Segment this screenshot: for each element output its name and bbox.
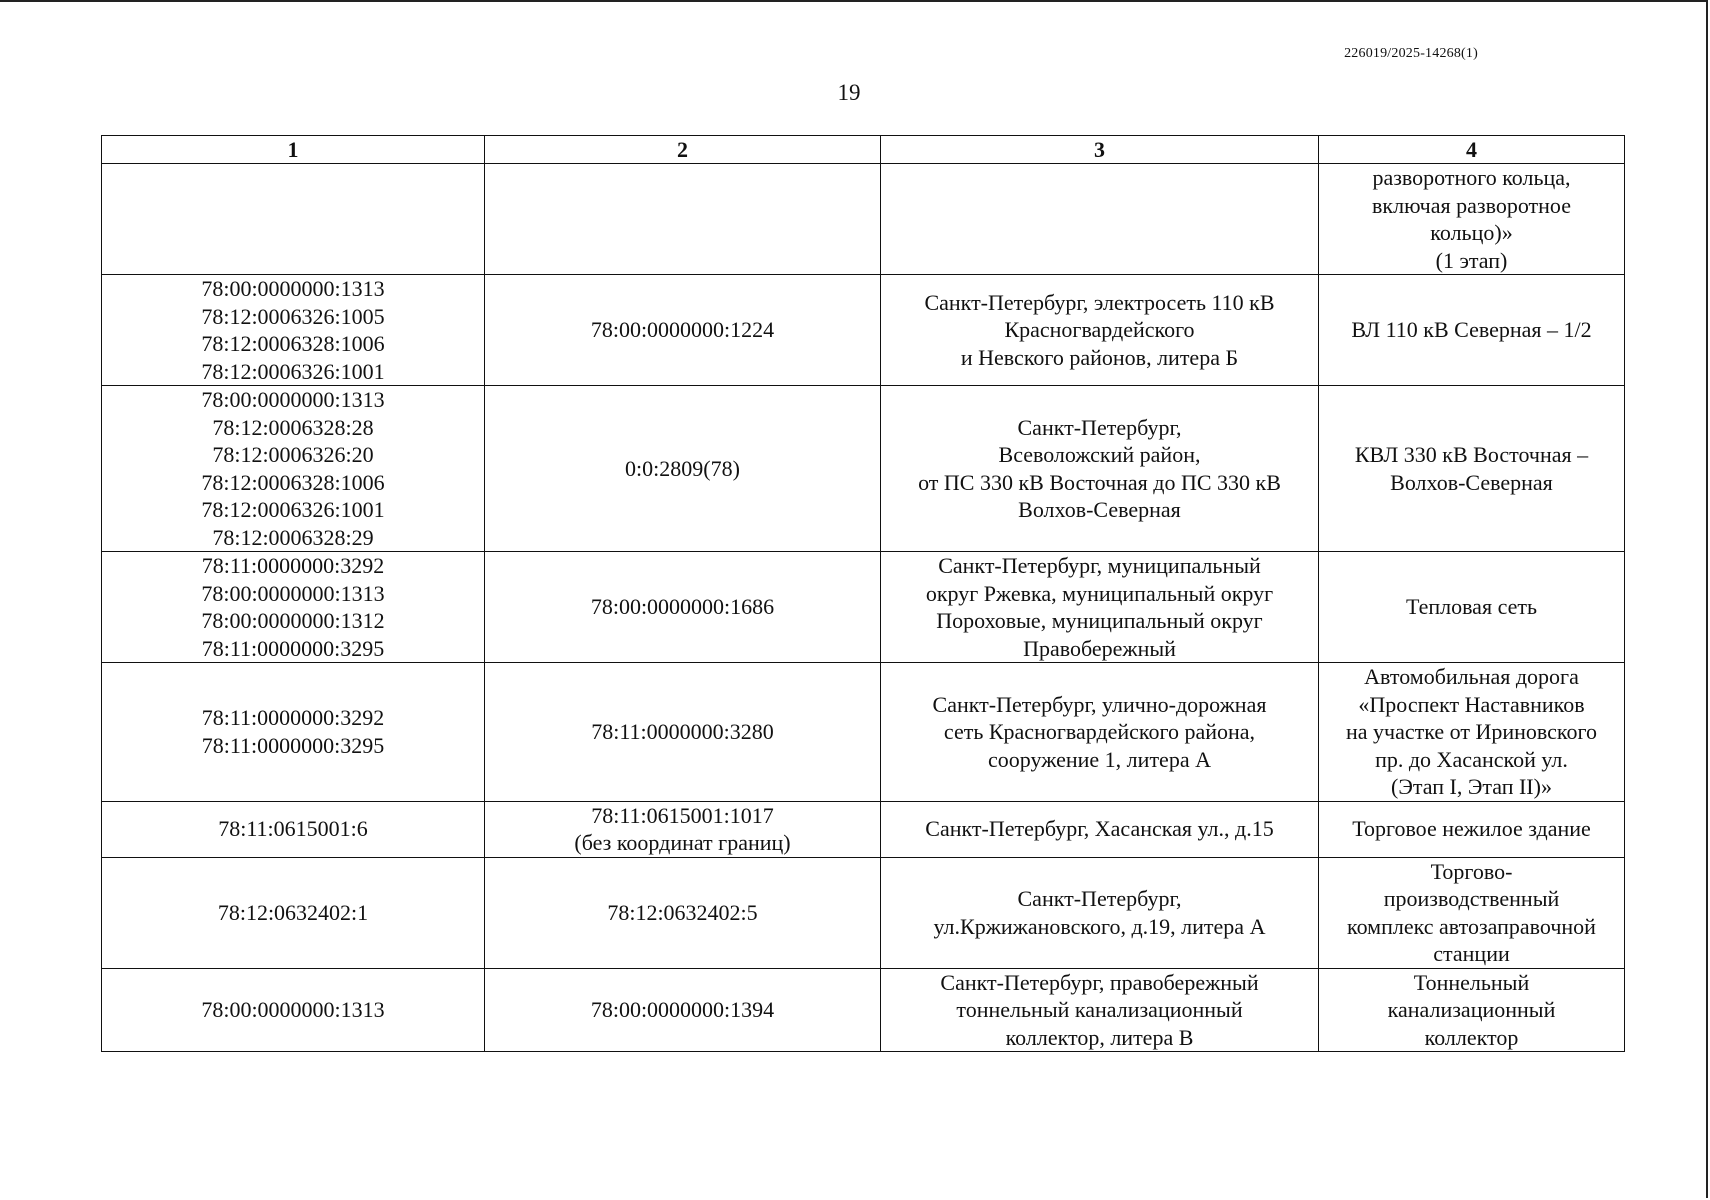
cell-line: станции (1433, 941, 1510, 966)
cell-line: 78:12:0006328:28 (212, 414, 374, 440)
cell-line: 78:00:0000000:1312 (201, 608, 385, 633)
cell-line: Торговое нежилое здание (1352, 816, 1591, 842)
cell-line: 78:11:0000000:3295 (201, 635, 385, 661)
table-cell-col4 (1319, 801, 1625, 857)
cell-line: Правобережный (1023, 635, 1176, 661)
table-cell-col2 (485, 857, 881, 968)
table-cell-col4 (1319, 275, 1625, 386)
cell-line: 78:12:0632402:1 (217, 899, 369, 925)
cell-line: комплекс автозаправочной (1347, 913, 1596, 939)
cell-line: (без координат границ) (574, 830, 791, 855)
table-row (102, 801, 1625, 857)
table-cell-col2 (485, 164, 881, 275)
table-cell-col4 (1319, 164, 1625, 275)
table-cell-col2 (485, 275, 881, 386)
table-cell-col2 (485, 552, 881, 663)
table-cell-col1 (102, 386, 485, 552)
table-cell-col3 (881, 275, 1319, 386)
cell-line: 78:11:0615001:1017 (591, 802, 774, 828)
table-cell-col2 (485, 663, 881, 802)
column-header-4: 4 (1319, 136, 1625, 164)
cell-line: канализационный (1387, 997, 1556, 1022)
cell-line: 78:12:0006328:1006 (201, 469, 385, 495)
cell-line: Санкт-Петербург, (1017, 414, 1182, 440)
cell-line: Тепловая сеть (1405, 594, 1538, 620)
cell-line: Санкт-Петербург, электросеть 110 кВ (924, 289, 1275, 315)
cell-line: 78:00:0000000:1313 (201, 276, 385, 301)
cell-line: разворотного кольца, (1372, 165, 1571, 190)
table-cell-col2 (485, 801, 881, 857)
column-header-1: 1 (102, 136, 485, 164)
cell-line: включая разворотное (1372, 192, 1571, 218)
table-cell-col2 (485, 386, 881, 552)
page-number: 19 (837, 80, 861, 105)
cell-line: коллектор (1424, 1024, 1519, 1050)
cell-line: Санкт-Петербург, улично-дорожная (932, 691, 1267, 717)
cell-line: 78:11:0615001:6 (218, 816, 368, 842)
table-cell-col4 (1319, 968, 1625, 1052)
table-row (102, 663, 1625, 802)
table-cell-col3 (881, 552, 1319, 663)
cell-line: сооружение 1, литера А (988, 746, 1211, 772)
cell-line: на участке от Ириновского (1346, 719, 1597, 744)
cell-line: Пороховые, муниципальный округ (936, 608, 1263, 633)
table-cell-col4 (1319, 552, 1625, 663)
cell-line: Санкт-Петербург, правобережный (940, 969, 1259, 995)
table-cell-col4 (1319, 663, 1625, 802)
cell-line: 78:00:0000000:1313 (201, 387, 385, 412)
cell-line: пр. до Хасанской ул. (1375, 746, 1568, 772)
column-header-3: 3 (881, 136, 1319, 164)
cell-line: Всеволожский район, (998, 442, 1201, 467)
table-cell-col3 (881, 386, 1319, 552)
cell-line: Санкт-Петербург, (1017, 886, 1182, 911)
cell-line: 78:00:0000000:1313 (201, 580, 385, 606)
table-header-row (102, 136, 1625, 164)
document-number: 226019/2025-14268(1) (1344, 46, 1478, 61)
table-cell-col3 (881, 164, 1319, 275)
table-cell-col4 (1319, 386, 1625, 552)
cadastral-table (101, 135, 1625, 1052)
column-header-2: 2 (485, 136, 881, 164)
cell-line: Волхов-Северная (1390, 469, 1553, 495)
cell-line: 78:11:0000000:3280 (591, 719, 774, 744)
cell-line: Волхов-Северная (1018, 497, 1181, 522)
cell-line: и Невского районов, литера Б (960, 344, 1239, 370)
table-body (102, 164, 1625, 1052)
table-cell-col1 (102, 552, 485, 663)
table-row (102, 857, 1625, 968)
table-row (102, 968, 1625, 1052)
table-cell-col1 (102, 801, 485, 857)
cell-line: (1 этап) (1435, 247, 1508, 273)
cell-line: 0:0:2809(78) (625, 455, 740, 481)
cell-line: коллектор, литера В (1005, 1024, 1194, 1050)
table-cell-col1 (102, 164, 485, 275)
cell-line: 78:12:0006328:29 (212, 524, 374, 550)
cell-line: 78:00:0000000:1313 (201, 997, 385, 1022)
cell-line: 78:12:0006328:1006 (201, 331, 385, 356)
cell-line: 78:11:0000000:3292 (201, 553, 385, 578)
cell-line: тоннельный канализационный (956, 997, 1243, 1022)
table-cell-col2 (485, 968, 881, 1052)
cell-line: 78:00:0000000:1224 (590, 317, 775, 343)
table-row (102, 275, 1625, 386)
cell-line: Тоннельный (1413, 969, 1530, 995)
cell-line: Санкт-Петербург, Хасанская ул., д.15 (925, 816, 1274, 842)
cell-line: (Этап I, Этап II)» (1391, 774, 1552, 799)
table-cell-col1 (102, 275, 485, 386)
cell-line: Санкт-Петербург, муниципальный (938, 553, 1261, 578)
table-cell-col3 (881, 968, 1319, 1052)
cell-line: от ПС 330 кВ Восточная до ПС 330 кВ (918, 469, 1281, 495)
cell-line: производственный (1383, 886, 1560, 911)
cell-line: Торгово- (1430, 858, 1513, 884)
table-row (102, 386, 1625, 552)
cell-line: Автомобильная дорога (1364, 664, 1579, 689)
cell-line: Красногвардейского (1004, 317, 1195, 343)
table-row (102, 552, 1625, 663)
cell-line: 78:00:0000000:1686 (590, 594, 775, 620)
cell-line: 78:12:0006326:20 (212, 442, 374, 467)
table-cell-col3 (881, 663, 1319, 802)
cell-line: 78:00:0000000:1394 (590, 997, 775, 1022)
cell-line: округ Ржевка, муниципальный округ (925, 580, 1274, 606)
cell-line: 78:12:0006326:1005 (201, 303, 385, 329)
cell-line: сеть Красногвардейского района, (943, 719, 1256, 744)
table-cell-col3 (881, 801, 1319, 857)
cell-line: 78:12:0006326:1001 (201, 358, 385, 384)
table-cell-col4 (1319, 857, 1625, 968)
table-cell-col1 (102, 663, 485, 802)
table-cell-col1 (102, 968, 485, 1052)
cell-line: «Проспект Наставников (1358, 691, 1585, 717)
cell-line: ул.Кржижановского, д.19, литера А (933, 913, 1266, 939)
cell-line: ВЛ 110 кВ Северная – 1/2 (1351, 317, 1592, 343)
cell-line: КВЛ 330 кВ Восточная – (1354, 442, 1589, 467)
table-row (102, 164, 1625, 275)
cell-line: 78:11:0000000:3292 (201, 705, 385, 731)
cell-line: 78:11:0000000:3295 (201, 732, 385, 758)
cell-line: кольцо)» (1430, 220, 1513, 245)
table-cell-col1 (102, 857, 485, 968)
table-cell-col3 (881, 857, 1319, 968)
cell-line: 78:12:0632402:5 (607, 899, 758, 925)
cell-line: 78:12:0006326:1001 (201, 497, 385, 522)
